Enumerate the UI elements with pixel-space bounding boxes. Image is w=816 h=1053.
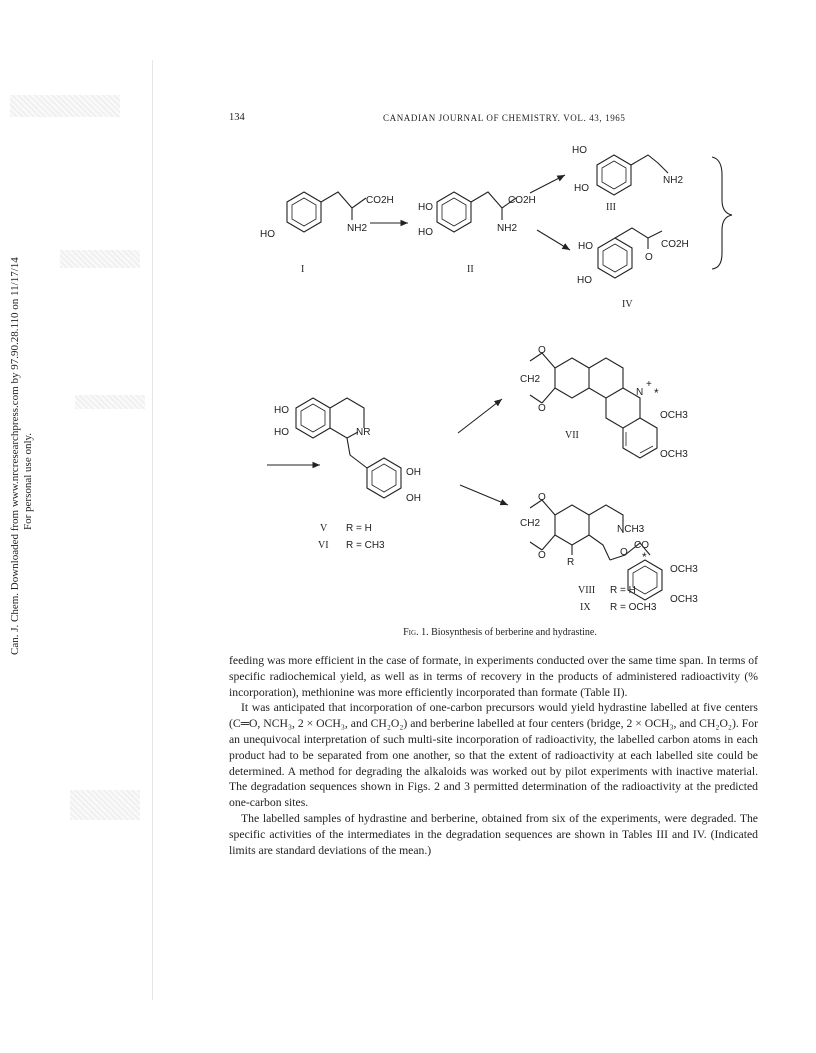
svg-text:IV: IV (622, 299, 633, 310)
svg-text:OCH3: OCH3 (660, 410, 688, 421)
svg-text:R = H: R = H (346, 523, 372, 534)
svg-text:OCH3: OCH3 (660, 449, 688, 460)
structure-II (418, 192, 536, 275)
paragraph: feeding was more efficient in the case of formate, in experiments conducted over the same time span. In terms of specific radiochemical yield, as well as in terms of recovery in the products of administered radioactivity (% incorporation), methionine was more efficiently incorporated than formate (Table II). (229, 654, 758, 699)
structure-VII (520, 345, 688, 460)
svg-text:IX: IX (580, 602, 591, 613)
svg-text:R = H: R = H (610, 585, 636, 596)
grouping-brace (712, 157, 732, 269)
svg-text:NR: NR (356, 427, 371, 438)
svg-text:NH2: NH2 (663, 175, 684, 186)
reaction-arrow (458, 399, 502, 433)
scan-speckle (60, 250, 140, 268)
svg-text:VIII: VIII (578, 585, 596, 596)
svg-text:R = CH3: R = CH3 (346, 540, 385, 551)
svg-text:R = OCH3: R = OCH3 (610, 602, 657, 613)
svg-text:NH2: NH2 (347, 223, 368, 234)
reaction-arrow (530, 175, 565, 193)
reaction-arrow (460, 485, 508, 505)
scan-gutter-line (152, 60, 153, 1000)
svg-text:O: O (538, 550, 546, 561)
svg-text:VI: VI (318, 540, 329, 551)
svg-text:HO: HO (577, 275, 592, 286)
svg-text:HO: HO (418, 227, 433, 238)
svg-text:I: I (301, 264, 305, 275)
svg-text:HO: HO (274, 405, 289, 416)
scan-speckle (10, 95, 120, 117)
download-watermark (2, 225, 42, 655)
svg-text:O: O (645, 252, 653, 263)
page-number: 134 (229, 112, 245, 123)
scan-speckle (75, 395, 145, 409)
svg-text:HO: HO (260, 229, 275, 240)
svg-text:CH2: CH2 (520, 518, 541, 529)
paragraph: The labelled samples of hydrastine and berberine, obtained from six of the experiments, were degraded. The specific activities of the intermediates in the degradation sequences are shown in Tables III and IV. (Indicated limits are standard deviations of the mean.) (229, 811, 758, 857)
figure-1 (240, 135, 760, 645)
svg-text:O: O (538, 492, 546, 503)
watermark-line-1: Can. J. Chem. Downloaded from www.nrcresearchpress.com by 97.90.28.110 on 11/17/14 (9, 257, 21, 655)
paragraph: It was anticipated that incorporation of one-carbon precursors would yield hydrastine labelled at five centers (C═O, NCH₃, 2 × OCH₃, and CH₂O₂) and berberine labelled at four centers (bridge, 2 × OCH₃, and CH₂O₂). For an unequivocal interpretation of such multi-site incorporation of radioactivity, the labelled carbon atoms in each product had to be separated from one another, so that the extent of radioactivity at each labelled site could be determined. A method for degrading the alkaloids was worked out by pilot experiments with inactive material. The degradation sequences shown in Figs. 2 and 3 permitted determination of the radioactivity at the predicted one-carbon sites. (229, 701, 758, 810)
svg-text:OH: OH (406, 493, 421, 504)
svg-text:O: O (620, 547, 628, 558)
svg-text:NCH3: NCH3 (617, 524, 645, 535)
svg-text:*: * (654, 386, 659, 400)
structure-I (260, 192, 394, 275)
svg-text:CO2H: CO2H (661, 239, 689, 250)
structure-VIII-IX (520, 492, 698, 613)
reaction-arrow (537, 230, 570, 250)
svg-text:VII: VII (565, 430, 579, 441)
body-text (229, 653, 758, 858)
svg-text:O: O (538, 345, 546, 356)
caption-text: Biosynthesis of berberine and hydrastine. (431, 627, 597, 638)
svg-text:V: V (320, 523, 328, 534)
figure-caption (240, 627, 760, 638)
scan-speckle (70, 790, 140, 820)
structure-IV (577, 228, 689, 310)
svg-text:CO: CO (634, 540, 649, 551)
structure-V-VI (274, 398, 421, 551)
svg-text:O: O (538, 403, 546, 414)
svg-text:HO: HO (274, 427, 289, 438)
svg-text:HO: HO (578, 241, 593, 252)
svg-text:NH2: NH2 (497, 223, 518, 234)
watermark-line-2: For personal use only. (22, 432, 34, 530)
svg-text:CH2: CH2 (520, 374, 541, 385)
svg-text:II: II (467, 264, 474, 275)
svg-text:OCH3: OCH3 (670, 594, 698, 605)
svg-text:+: + (646, 379, 652, 390)
svg-text:OH: OH (406, 467, 421, 478)
caption-label: Fig. 1. (403, 627, 429, 638)
structure-III (572, 145, 683, 213)
svg-text:HO: HO (574, 183, 589, 194)
svg-text:N: N (636, 387, 644, 398)
svg-text:III: III (606, 202, 616, 213)
running-head: CANADIAN JOURNAL OF CHEMISTRY. VOL. 43, 1965 (383, 113, 626, 123)
svg-text:HO: HO (418, 202, 433, 213)
svg-text:CO2H: CO2H (508, 195, 536, 206)
svg-text:OCH3: OCH3 (670, 564, 698, 575)
svg-text:CO2H: CO2H (366, 195, 394, 206)
svg-text:*: * (642, 550, 647, 564)
svg-text:R: R (567, 557, 575, 568)
svg-text:HO: HO (572, 145, 587, 156)
